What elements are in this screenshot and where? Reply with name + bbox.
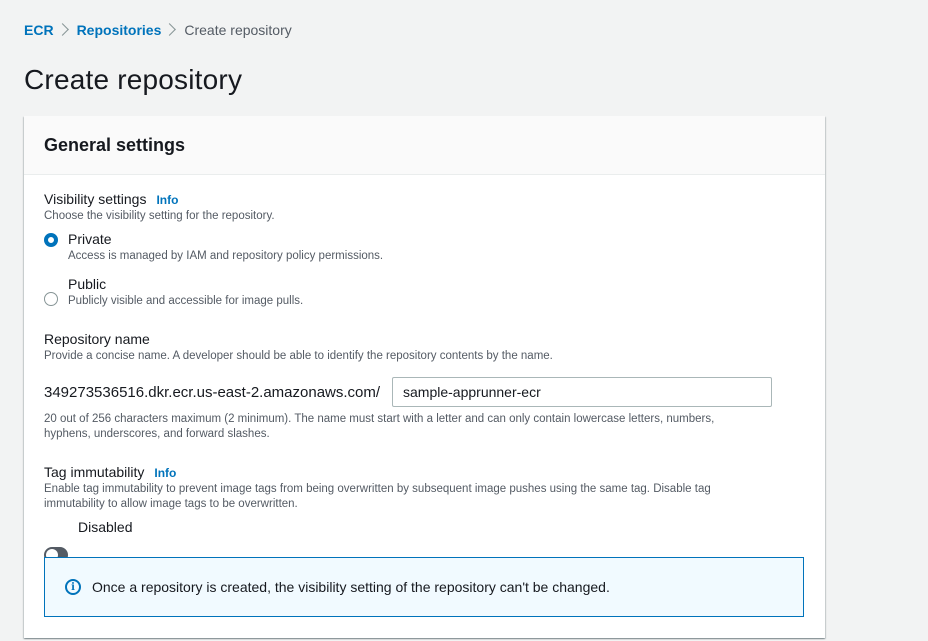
private-option-label[interactable]: Private [68,231,112,247]
general-settings-panel [24,116,825,638]
tag-immutability-description-line2: immutability to allow image tags to be overwritten. [44,498,298,510]
info-circle-icon: i [65,579,81,595]
chevron-right-icon [161,21,184,39]
panel-title: General settings [44,134,186,155]
repository-uri-prefix: 349273536516.dkr.ecr.us-east-2.amazonaws.com/ [44,384,381,401]
tag-immutability-info-link[interactable]: Info [154,466,177,480]
chevron-right-icon [54,21,77,39]
radio-public[interactable] [44,292,58,306]
breadcrumb-repositories[interactable]: Repositories [76,22,162,38]
repository-name-hint-line2: hyphens, underscores, and forward slashes. [44,428,270,440]
repository-name-input[interactable] [392,377,772,407]
public-option-description: Publicly visible and accessible for image pulls. [68,295,304,307]
radio-private[interactable] [44,233,58,247]
repository-name-description: Provide a concise name. A developer should be able to identify the repository contents by the name. [44,350,553,362]
private-option-description: Access is managed by IAM and repository policy permissions. [68,250,384,262]
visibility-info-alert [44,557,804,617]
tag-immutability-description-line1: Enable tag immutability to prevent image tags from being overwritten by subsequent image pushes using the same tag. Disable tag [44,483,711,495]
public-option-label[interactable]: Public [68,276,107,292]
visibility-label: Visibility settings [44,191,147,207]
panel-body [24,175,825,595]
tag-immutability-label-row [44,464,176,480]
page-title: Create repository [24,64,243,95]
visibility-description: Choose the visibility setting for the repository. [44,210,275,222]
tag-immutability-toggle-label: Disabled [78,519,133,535]
breadcrumb-ecr[interactable]: ECR [24,22,54,38]
tag-immutability-label: Tag immutability [44,464,145,480]
alert-text: Once a repository is created, the visibility setting of the repository can't be changed. [92,579,610,595]
visibility-info-link[interactable]: Info [156,193,179,207]
panel-header [24,116,825,175]
breadcrumb-current: Create repository [184,22,292,38]
visibility-label-row [44,191,178,207]
breadcrumb [24,21,292,39]
repository-name-label: Repository name [44,331,150,347]
repository-name-hint-line1: 20 out of 256 characters maximum (2 minimum). The name must start with a letter and can only contain lowercase letters, numbers, [44,413,715,425]
